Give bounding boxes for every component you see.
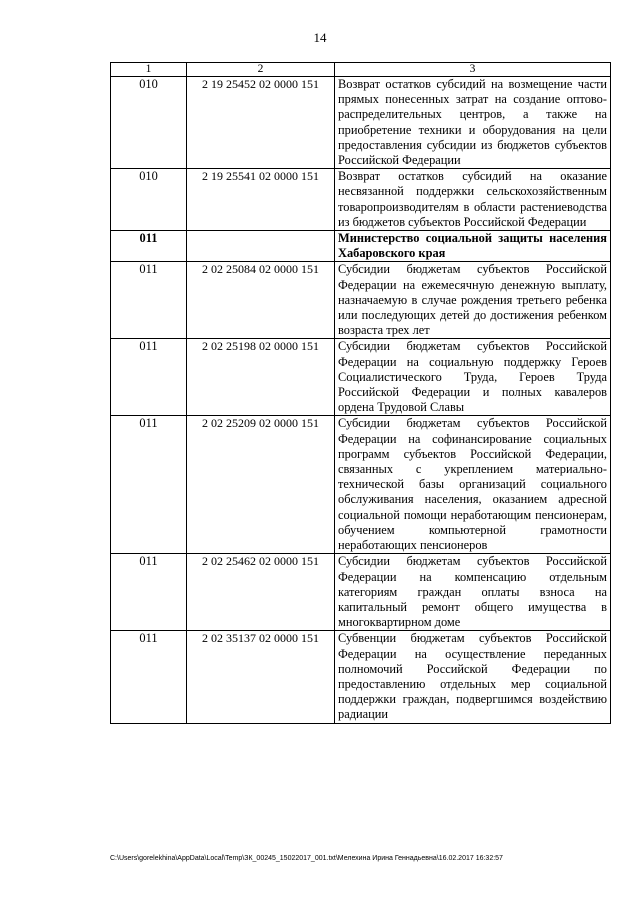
column-header-2: 2 [187, 63, 335, 77]
kbk-code-cell [187, 231, 335, 262]
column-header-1: 1 [111, 63, 187, 77]
description-cell: Субсидии бюджетам субъектов Российской Федерации на софинансирование социальных программ субъектов Российской Федерации, связанных с укреплением материально-технической базы организаций социального обслуживания населения, оказанием адресной социальной помощи неработающим пенсионерам, обучением компьютерной грамотности неработающих пенсионеров [335, 416, 611, 554]
column-header-3: 3 [335, 63, 611, 77]
description-cell: Возврат остатков субсидий на оказание несвязанной поддержки сельскохозяйственным товаропроизводителям в области растениеводства из бюджетов субъектов Российской Федерации [335, 169, 611, 231]
page-number: 14 [313, 30, 327, 45]
code-cell: 011 [111, 339, 187, 416]
code-cell: 011 [111, 231, 187, 262]
description-cell: Субсидии бюджетам субъектов Российской Федерации на социальную поддержку Героев Социалистического Труда, Героев Труда Российской Федерации и полных кавалеров ордена Трудовой Славы [335, 339, 611, 416]
kbk-code-cell: 2 02 25462 02 0000 151 [187, 554, 335, 631]
description-cell: Министерство социальной защиты населения Хабаровского края [335, 231, 611, 262]
kbk-code-cell: 2 19 25452 02 0000 151 [187, 77, 335, 169]
code-cell: 011 [111, 262, 187, 339]
description-cell: Субвенции бюджетам субъектов Российской Федерации на осуществление переданных полномочий Российской Федерации по предоставлению отдельных мер социальной поддержки граждан, подвергшимся воздействию радиации [335, 631, 611, 723]
code-cell: 011 [111, 416, 187, 554]
kbk-code-cell: 2 02 25198 02 0000 151 [187, 339, 335, 416]
table-header-row [111, 63, 611, 77]
description-cell: Субсидии бюджетам субъектов Российской Федерации на ежемесячную денежную выплату, назначаемую в случае рождения третьего ребенка или последующих детей до достижения ребенком возраста трех лет [335, 262, 611, 339]
description-cell: Возврат остатков субсидий на возмещение части прямых понесенных затрат на создание оптово-распределительных центров, а также на приобретение техники и оборудования на цели предоставления субсидии из бюджетов субъектов Российской Федерации [335, 77, 611, 169]
code-cell: 010 [111, 77, 187, 169]
kbk-code-cell: 2 02 25084 02 0000 151 [187, 262, 335, 339]
kbk-code-cell: 2 02 35137 02 0000 151 [187, 631, 335, 723]
budget-codes-table [110, 62, 611, 724]
table-row [111, 416, 611, 554]
table-row [111, 169, 611, 231]
file-path-footer: C:\Users\gorelekhina\AppData\Local\Temp\ЗК_00245_15022017_001.txt\Мелехина Ирина Геннадьевна\16.02.2017 16:32:57 [110, 855, 503, 862]
kbk-code-cell: 2 19 25541 02 0000 151 [187, 169, 335, 231]
table-row [111, 231, 611, 262]
code-cell: 011 [111, 631, 187, 723]
table-row [111, 631, 611, 723]
description-cell: Субсидии бюджетам субъектов Российской Федерации на компенсацию отдельным категориям граждан оплаты взноса на капитальный ремонт общего имущества в многоквартирном доме [335, 554, 611, 631]
code-cell: 010 [111, 169, 187, 231]
kbk-code-cell: 2 02 25209 02 0000 151 [187, 416, 335, 554]
code-cell: 011 [111, 554, 187, 631]
table-row [111, 77, 611, 169]
table-row [111, 339, 611, 416]
table-row [111, 262, 611, 339]
table-row [111, 554, 611, 631]
